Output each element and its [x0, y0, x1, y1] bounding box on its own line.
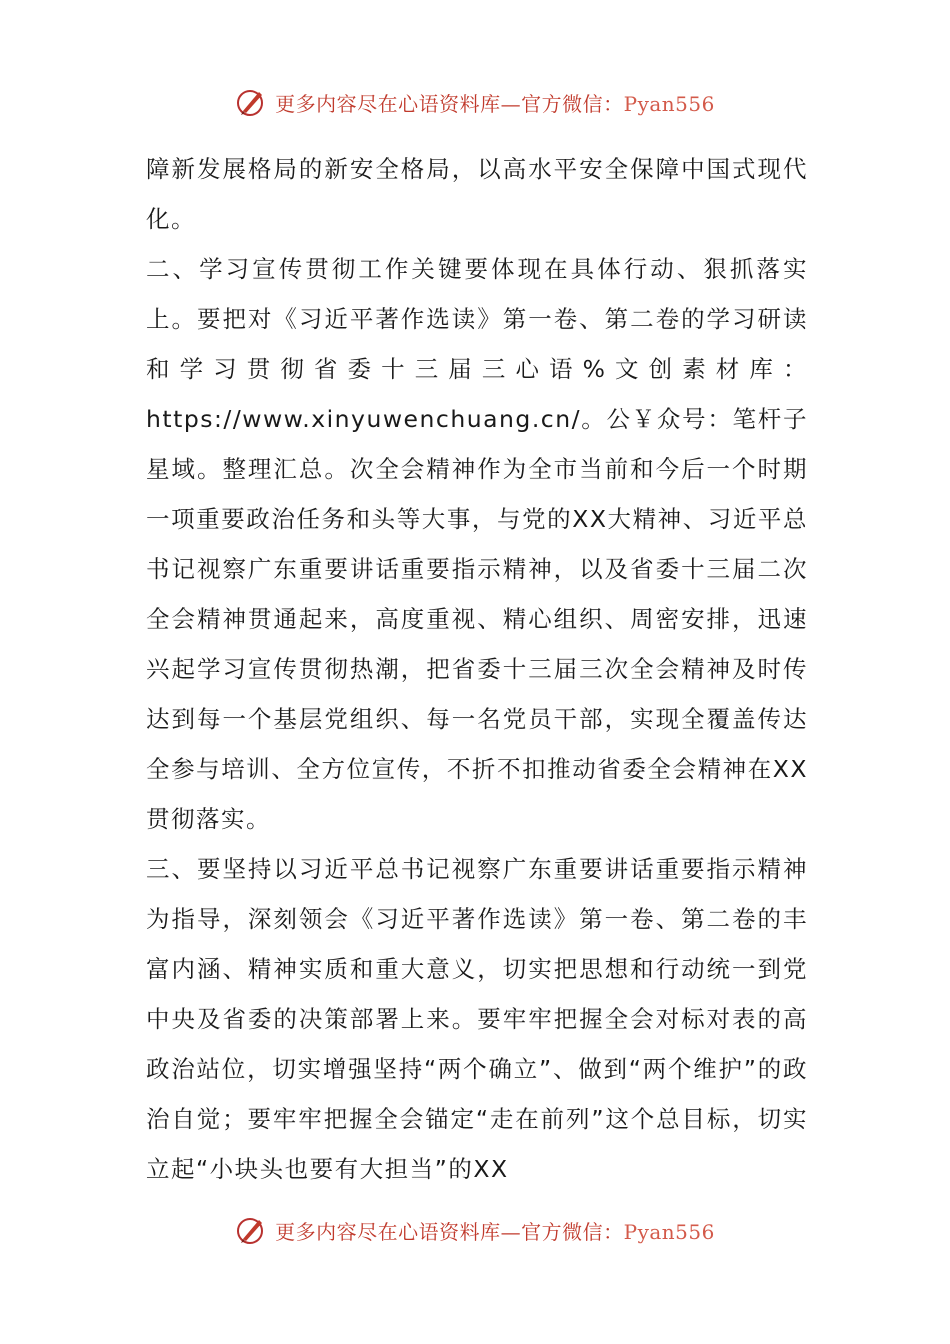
- document-body: [146, 144, 808, 1194]
- wechat-id: Pyan556: [623, 91, 715, 116]
- paragraph: 三、要坚持以习近平总书记视察广东重要讲话重要指示精神为指导，深刻领会《习近平著作选读》第一卷、第二卷的丰富内涵、精神实质和重大意义，切实把思想和行动统一到党中央及省委的决策部署上来。要牢牢把握全会对标对表的高政治站位，切实增强坚持“两个确立”、做到“两个维护”的政治自觉；要牢牢把握全会锚定“走在前列”这个总目标，切实立起“小块头也要有大担当”的XX: [146, 855, 808, 1183]
- paragraph: 障新发展格局的新安全格局，以高水平安全保障中国式现代化。: [146, 155, 808, 233]
- paragraph: 二、学习宣传贯彻工作关键要体现在具体行动、狠抓落实上。要把对《习近平著作选读》第一卷、第二卷的学习研读和学习贯彻省委十三届三心语%文创素材库：https://www.xinyuwenchuang.cn/。公￥众号：笔杆子星域。整理汇总。次全会精神作为全市当前和今后一个时期一项重要政治任务和头等大事，与党的XX大精神、习近平总书记视察广东重要讲话重要指示精神，以及省委十三届二次全会精神贯通起来，高度重视、精心组织、周密安排，迅速兴起学习宣传贯彻热潮，把省委十三届三次全会精神及时传达到每一个基层党组织、每一名党员干部，实现全覆盖传达全参与培训、全方位宣传，不折不扣推动省委全会精神在XX贯彻落实。: [146, 255, 808, 833]
- quill-pen-logo-icon: [235, 86, 267, 118]
- header-banner-text: 更多内容尽在心语资料库—官方微信：Pyan556: [275, 91, 715, 116]
- footer-banner: [0, 1210, 950, 1250]
- quill-pen-logo-icon: [235, 1214, 267, 1246]
- wechat-id: Pyan556: [623, 1219, 715, 1244]
- footer-banner-text: 更多内容尽在心语资料库—官方微信：Pyan556: [275, 1219, 715, 1244]
- header-banner: [0, 82, 950, 122]
